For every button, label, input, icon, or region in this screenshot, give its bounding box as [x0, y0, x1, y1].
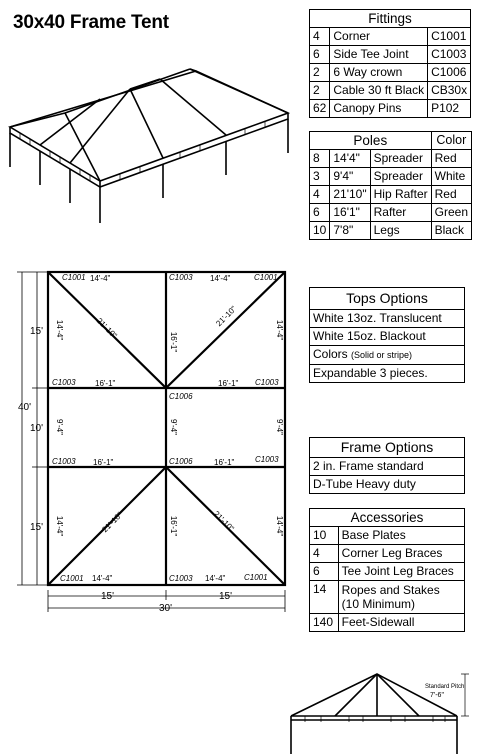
qty-cell: 2	[310, 82, 330, 100]
dim-label: 16'-1"	[93, 458, 114, 467]
qty-cell: 10	[310, 527, 339, 545]
code-cell: C1006	[428, 64, 471, 82]
qty-cell: 140	[310, 614, 339, 632]
frame-options-table	[309, 437, 465, 494]
poles-header: Poles	[310, 132, 432, 150]
item-cell: Spreader	[370, 168, 431, 186]
table-row	[310, 614, 465, 632]
dim-label: 21'-10"	[100, 510, 125, 535]
item-cell: Tee Joint Leg Braces	[338, 563, 464, 581]
fittings-table	[309, 9, 471, 118]
table-row	[310, 186, 472, 204]
plan-view-diagram	[0, 260, 300, 620]
item-cell: Legs	[370, 222, 431, 240]
frame-header: Frame Options	[310, 438, 465, 458]
code-label: C1003	[52, 378, 76, 387]
item-cell: Cable 30 ft Black	[330, 82, 428, 100]
accessories-header: Accessories	[310, 509, 465, 527]
table-row	[310, 64, 471, 82]
code-cell: P102	[428, 100, 471, 118]
table-row	[310, 168, 472, 186]
item-cell: Base Plates	[338, 527, 464, 545]
color-cell: Green	[431, 204, 471, 222]
code-label: C1001	[60, 574, 84, 583]
tent-illustration	[0, 55, 300, 235]
code-label: C1001	[62, 273, 86, 282]
accessories-table	[309, 508, 465, 632]
code-cell: C1001	[428, 28, 471, 46]
tops-options-table	[309, 287, 465, 383]
dim-label: 16'-1"	[214, 458, 235, 467]
table-row	[310, 100, 471, 118]
color-cell: Red	[431, 186, 471, 204]
fittings-header: Fittings	[310, 10, 471, 28]
color-cell: White	[431, 168, 471, 186]
item-cell: Corner	[330, 28, 428, 46]
code-label: C1006	[169, 392, 193, 401]
dim-label: 14'-4"	[55, 515, 64, 537]
table-row	[310, 458, 465, 476]
table-row	[310, 346, 465, 365]
dim-10-label: 10'	[30, 423, 44, 434]
item-label: Ropes and Stakes	[341, 583, 440, 597]
option-cell: White 13oz. Translucent	[310, 310, 465, 328]
code-label: C1003	[255, 455, 279, 464]
dim-label: 9'-4"	[169, 419, 178, 435]
table-row	[310, 150, 472, 168]
qty-cell: 6	[310, 46, 330, 64]
tops-header: Tops Options	[310, 288, 465, 310]
dim-label: 14'-4"	[275, 515, 284, 537]
dim-15-label: 15'	[30, 522, 44, 533]
color-header: Color	[431, 132, 471, 150]
table-row	[310, 46, 471, 64]
color-cell: Black	[431, 222, 471, 240]
dim-label: 16'-1"	[169, 331, 178, 353]
code-label: C1001	[244, 573, 268, 582]
dim-label: 21'-10"	[94, 316, 119, 341]
table-row	[310, 581, 465, 614]
dim-label: 14'-4"	[90, 274, 111, 283]
dim-15-label: 15'	[30, 326, 44, 337]
table-row	[310, 310, 465, 328]
dim-label: 14'-4"	[210, 274, 231, 283]
poles-table	[309, 131, 472, 240]
item-sublabel: (10 Minimum)	[341, 597, 416, 611]
dim-15-label: 15'	[219, 591, 233, 602]
item-cell	[338, 581, 464, 614]
table-row	[310, 328, 465, 346]
table-row	[310, 527, 465, 545]
code-label: C1001	[254, 273, 278, 282]
qty-cell: 14	[310, 581, 339, 614]
qty-cell: 62	[310, 100, 330, 118]
dim-30-label: 30'	[159, 603, 173, 614]
dim-label: 16'-1"	[95, 379, 116, 388]
dim-label: 9'-4"	[55, 419, 64, 435]
code-label: C1003	[169, 574, 193, 583]
qty-cell: 6	[310, 204, 330, 222]
option-cell	[310, 346, 465, 365]
qty-cell: 8	[310, 150, 330, 168]
option-label: Colors	[313, 347, 352, 361]
dim-label: 16'-1"	[218, 379, 239, 388]
dim-label: 16'-1"	[169, 515, 178, 537]
dim-40-label: 40'	[18, 402, 32, 413]
dim-label: 9'-4"	[275, 419, 284, 435]
table-row	[310, 222, 472, 240]
dim-label: 14'-4"	[205, 574, 226, 583]
table-row	[310, 365, 465, 383]
code-cell: C1003	[428, 46, 471, 64]
length-cell: 14'4"	[330, 150, 370, 168]
table-row	[310, 204, 472, 222]
item-cell: Feet-Sidewall	[338, 614, 464, 632]
code-cell: CB30x	[428, 82, 471, 100]
length-cell: 7'8"	[330, 222, 370, 240]
item-cell: Corner Leg Braces	[338, 545, 464, 563]
code-label: C1003	[52, 457, 76, 466]
qty-cell: 4	[310, 28, 330, 46]
pitch-value: 7'-6"	[430, 692, 444, 699]
qty-cell: 4	[310, 545, 339, 563]
dim-label: 14'-4"	[92, 574, 113, 583]
item-cell: Rafter	[370, 204, 431, 222]
qty-cell: 10	[310, 222, 330, 240]
length-cell: 9'4"	[330, 168, 370, 186]
pitch-elevation-diagram	[285, 670, 479, 754]
table-row	[310, 82, 471, 100]
item-cell: Spreader	[370, 150, 431, 168]
item-cell: Hip Rafter	[370, 186, 431, 204]
dim-label: 14'-4"	[275, 319, 284, 341]
table-row	[310, 28, 471, 46]
table-row	[310, 563, 465, 581]
table-row	[310, 476, 465, 494]
item-cell: Side Tee Joint	[330, 46, 428, 64]
qty-cell: 6	[310, 563, 339, 581]
option-cell: 2 in. Frame standard	[310, 458, 465, 476]
pitch-label: Standard Pitch	[425, 684, 465, 690]
option-cell: D-Tube Heavy duty	[310, 476, 465, 494]
table-row	[310, 545, 465, 563]
code-label: C1006	[169, 457, 193, 466]
option-cell: White 15oz. Blackout	[310, 328, 465, 346]
page-title: 30x40 Frame Tent	[13, 12, 169, 33]
qty-cell: 3	[310, 168, 330, 186]
dim-label: 14'-4"	[55, 319, 64, 341]
option-cell: Expandable 3 pieces.	[310, 365, 465, 383]
item-cell: Canopy Pins	[330, 100, 428, 118]
code-label: C1003	[255, 378, 279, 387]
option-note: (Solid or stripe)	[351, 350, 413, 360]
length-cell: 21'10"	[330, 186, 370, 204]
dim-label: 21'-10"	[211, 509, 236, 534]
color-cell: Red	[431, 150, 471, 168]
dim-label: 21'-10"	[214, 304, 239, 329]
item-cell: 6 Way crown	[330, 64, 428, 82]
dim-15-label: 15'	[101, 591, 115, 602]
qty-cell: 2	[310, 64, 330, 82]
length-cell: 16'1"	[330, 204, 370, 222]
code-label: C1003	[169, 273, 193, 282]
qty-cell: 4	[310, 186, 330, 204]
